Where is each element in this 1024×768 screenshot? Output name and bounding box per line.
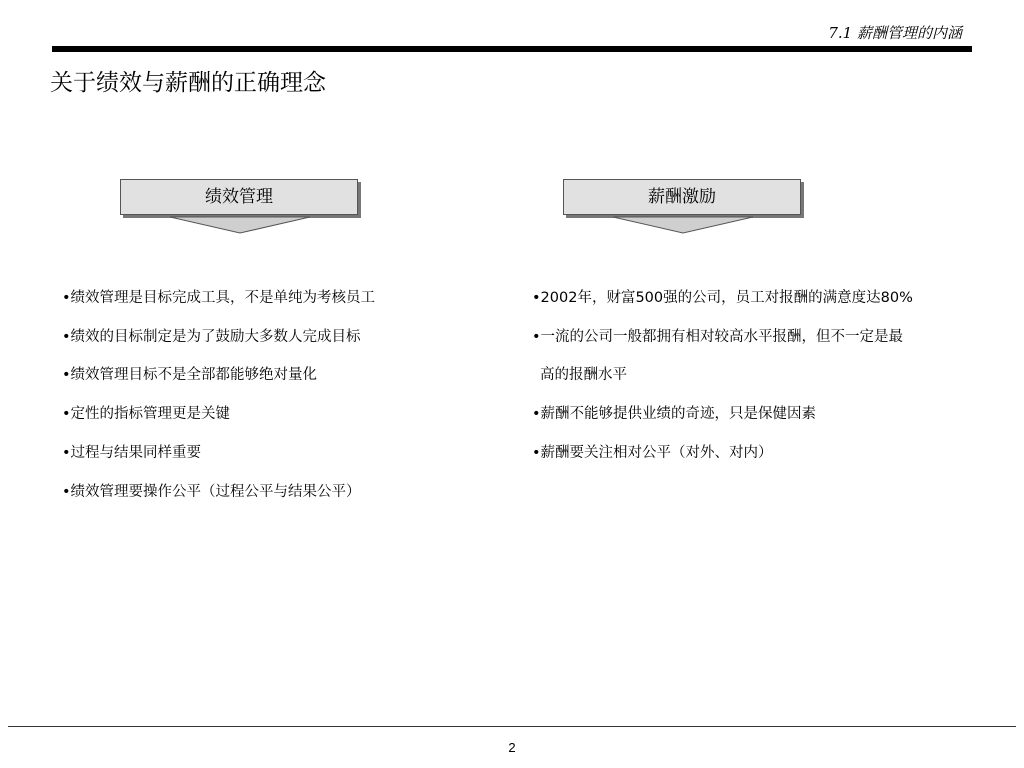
list-item: •定性的指标管理更是关键 bbox=[62, 406, 231, 423]
list-item: •绩效的目标制定是为了鼓励大多数人完成目标 bbox=[62, 328, 361, 345]
page-number: 2 bbox=[508, 740, 516, 755]
list-item: •绩效管理要操作公平（过程公平与结果公平） bbox=[62, 483, 361, 500]
compensation-incentive-header: 薪酬激励 bbox=[563, 179, 801, 215]
performance-management-list bbox=[62, 279, 375, 511]
down-arrow-icon bbox=[613, 216, 753, 234]
down-arrow-icon bbox=[170, 216, 310, 234]
section-label: 7.1 薪酬管理的内涵 bbox=[828, 24, 962, 42]
compensation-incentive-list bbox=[532, 279, 913, 473]
list-item-continuation: 高的报酬水平 bbox=[540, 367, 627, 384]
performance-management-header: 绩效管理 bbox=[120, 179, 358, 215]
list-item: •过程与结果同样重要 bbox=[62, 444, 202, 461]
slide-title: 关于绩效与薪酬的正确理念 bbox=[50, 70, 326, 96]
list-item: •绩效管理目标不是全部都能够绝对量化 bbox=[62, 367, 318, 384]
bottom-divider bbox=[8, 726, 1016, 727]
list-item: •一流的公司一般都拥有相对较高水平报酬，但不一定是最 bbox=[532, 328, 904, 345]
list-item: •薪酬要关注相对公平（对外、对内） bbox=[532, 444, 773, 461]
top-divider bbox=[52, 46, 972, 52]
list-item: •绩效管理是目标完成工具，不是单纯为考核员工 bbox=[62, 290, 376, 306]
list-item: •薪酬不能够提供业绩的奇迹，只是保健因素 bbox=[532, 406, 817, 423]
list-item: •2002年，财富500强的公司，员工对报酬的满意度达80% bbox=[532, 290, 913, 306]
